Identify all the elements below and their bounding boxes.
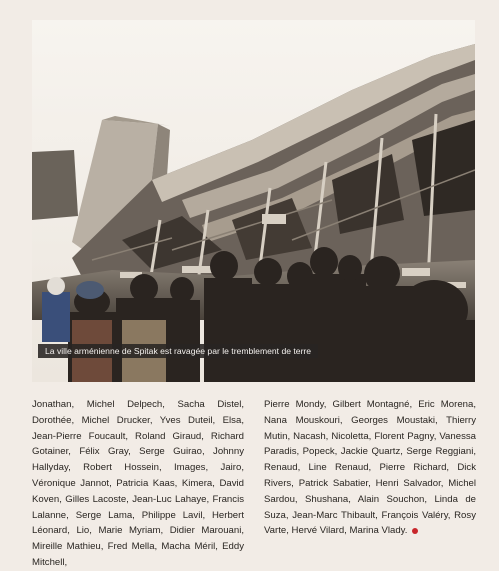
photo-caption: La ville arménienne de Spitak est ravagée par le tremblement de terre <box>38 344 318 358</box>
end-of-article-dot-icon <box>412 528 418 534</box>
text-column-right <box>264 397 476 571</box>
earthquake-photo <box>32 20 475 382</box>
name-list-left: Jonathan, Michel Delpech, Sacha Distel, Dorothée, Michel Drucker, Yves Duteil, Elsa, Jean-Pierre Foucault, Roland Giraud, Richard Gotainer, Félix Gray, Serge Guirao, Johnny Hallyday, Robert Hossein, Images, Jairo, Véronique Jannot, Patricia Kaas, Kimera, David Koven, Gilles Lacoste, Jean-Luc Lahaye, Francis Lalanne, Serge Lama, Philippe Lavil, Herbert Léonard, Lio, Marie Myriam, Didier Marouani, Mireille Mathieu, Fred Mella, Macha Méril, Eddy Mitchell, <box>32 399 244 568</box>
text-column-left <box>32 397 244 571</box>
photo-illustration <box>32 20 475 382</box>
article-body <box>32 397 476 571</box>
name-list-right: Pierre Mondy, Gilbert Montagné, Eric Morena, Nana Mouskouri, Georges Moustaki, Thierry Mutin, Nacash, Nicoletta, Florent Pagny, Vanessa Paradis, Popeck, Jackie Quartz, Serge Reggiani, Renaud, Line Renaud, Pierre Richard, Dick Rivers, Patrick Sabatier, Henri Salvador, Michel Sardou, Shushana, Alain Souchon, Linda de Suza, Jean-Marc Thibault, François Valéry, Rosy Varte, Hervé Vilard, Marina Vlady. <box>264 399 476 537</box>
